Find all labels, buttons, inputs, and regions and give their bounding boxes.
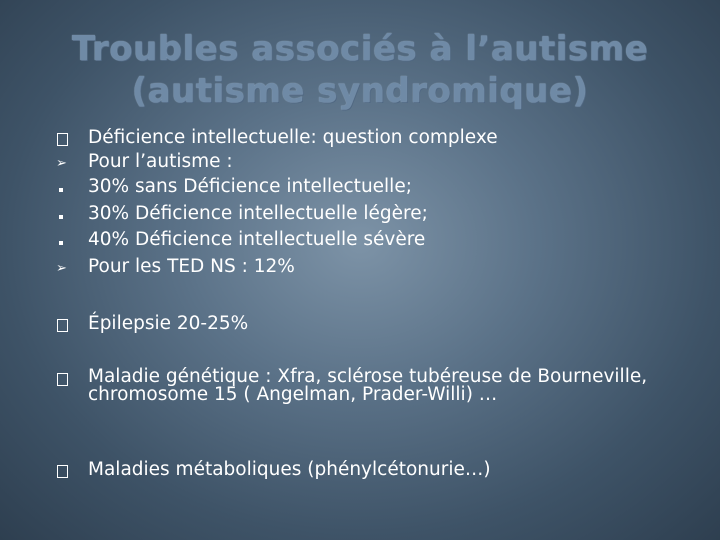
checkbox-bullet-icon <box>56 128 76 151</box>
list-item-text: Maladies métaboliques (phénylcétonurie…) <box>88 459 491 480</box>
slide-title-line-2: (autisme syndromique) <box>131 71 589 111</box>
slide-title-line-1: Troubles associés à l’autisme <box>71 29 649 69</box>
arrow-bullet-icon: ➢ <box>56 156 67 171</box>
square-bullet-icon <box>56 204 76 224</box>
list-item-text: 40% Déficience intellectuelle sévère <box>88 229 426 250</box>
list-item-text: 30% sans Déficience intellectuelle; <box>88 176 412 197</box>
square-bullet-icon <box>56 177 76 197</box>
arrow-bullet-icon: ➢ <box>56 261 67 276</box>
checkbox-bullet-icon <box>56 460 76 483</box>
checkbox-bullet-icon <box>56 314 76 337</box>
square-bullet-icon <box>56 230 76 250</box>
list-item-text: Pour l’autisme : <box>88 151 233 172</box>
list-item-text: Pour les TED NS : 12% <box>88 256 295 277</box>
list-item-text: Déficience intellectuelle: question complexe <box>88 127 498 148</box>
list-item-text: 30% Déficience intellectuelle légère; <box>88 203 428 224</box>
list-item-text: Épilepsie 20-25% <box>88 313 249 334</box>
checkbox-bullet-icon <box>56 368 76 391</box>
list-item-text: Maladie génétique : Xfra, sclérose tubéreuse de Bourneville, chromosome 15 ( Angelman, Prader-Willi) … <box>88 366 648 405</box>
